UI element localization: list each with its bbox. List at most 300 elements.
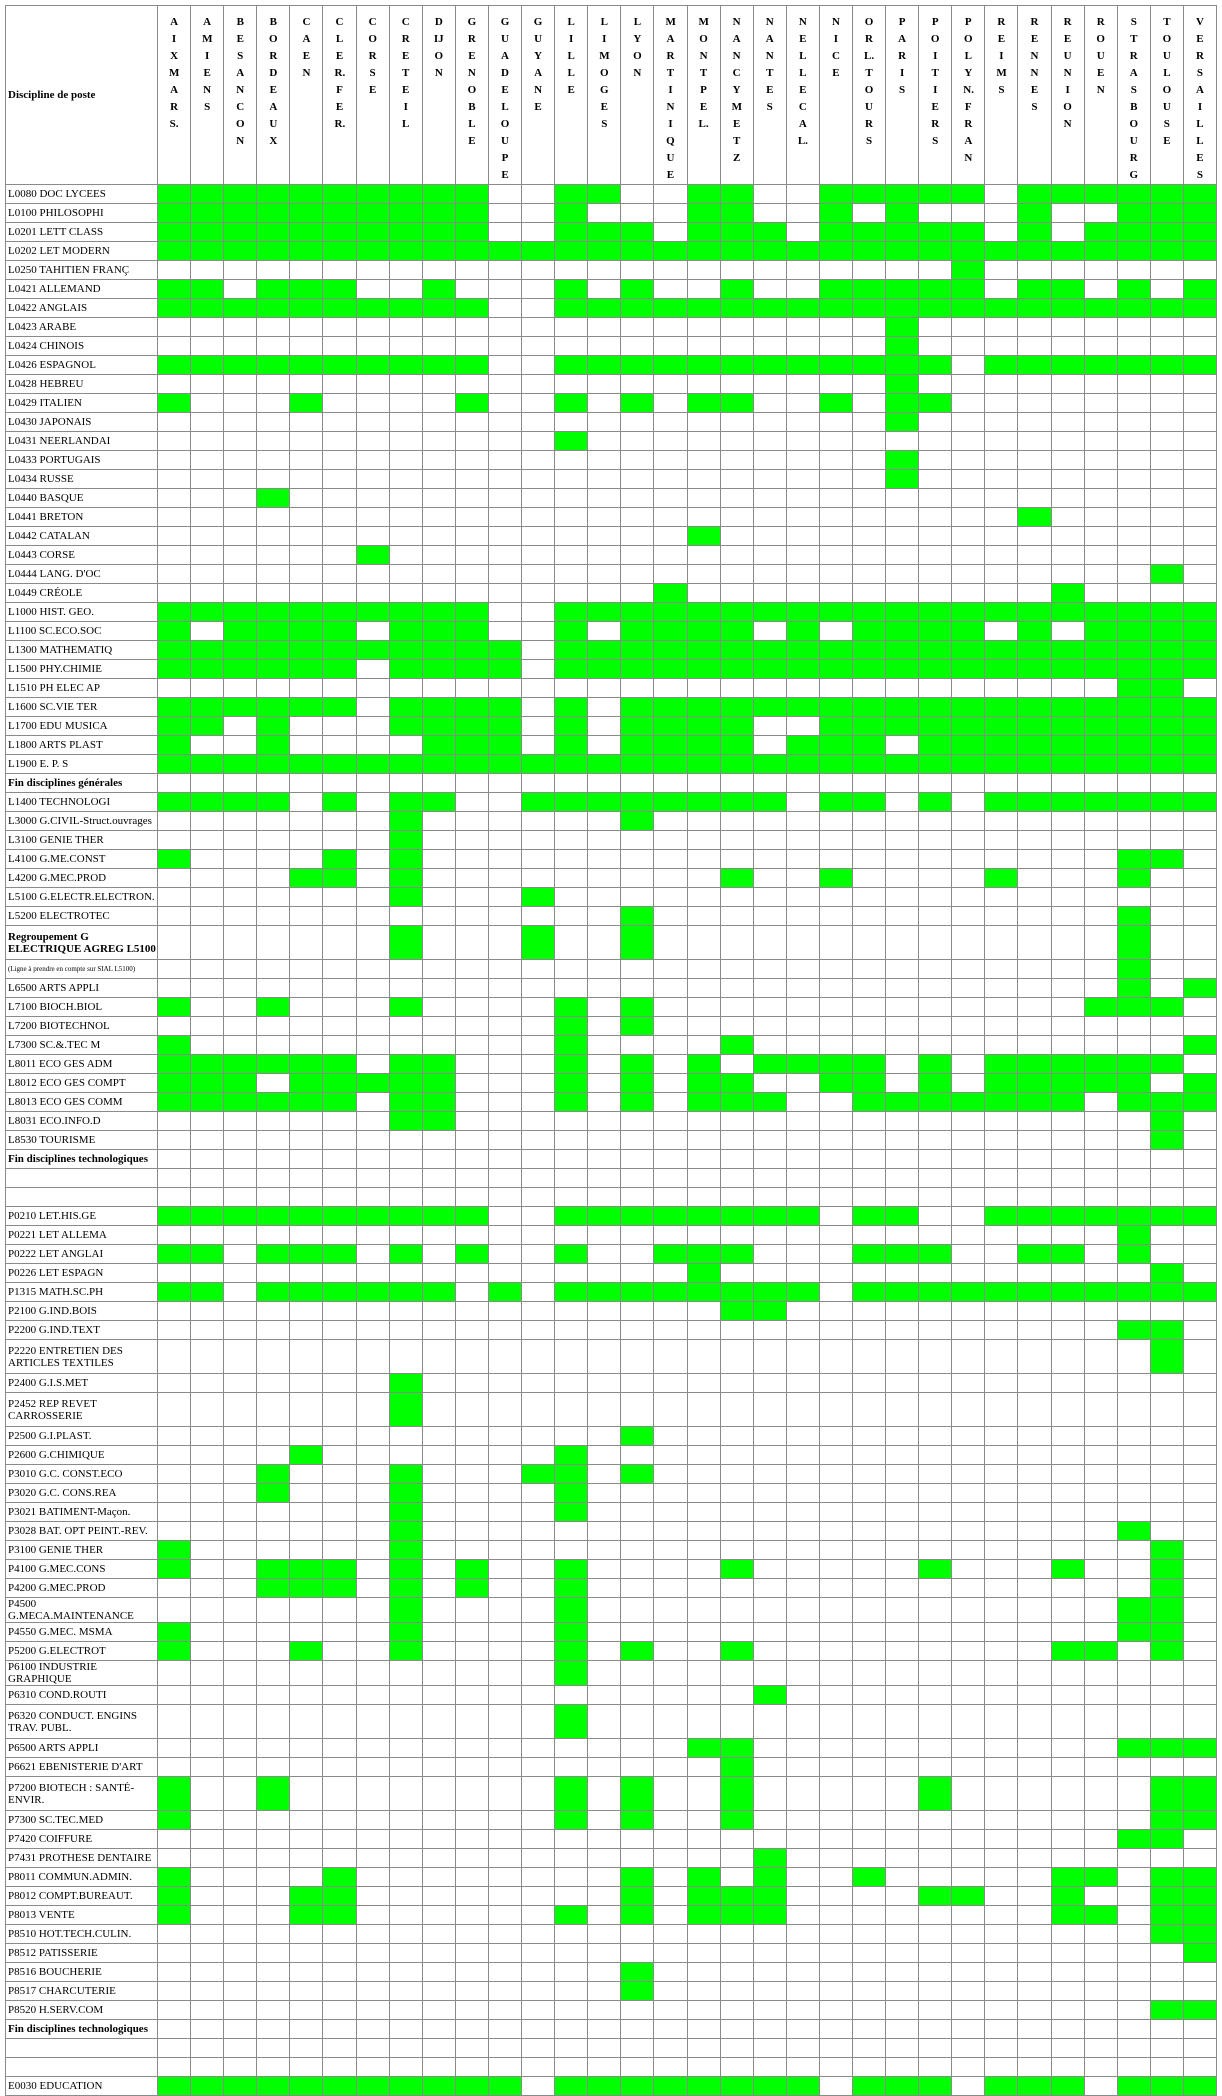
empty-cell — [257, 1074, 290, 1093]
academy-header-label: RENNES — [1030, 16, 1039, 113]
available-cell — [1183, 1868, 1216, 1887]
available-cell — [422, 755, 455, 774]
empty-cell — [1183, 1112, 1216, 1131]
empty-cell — [224, 318, 257, 337]
empty-cell — [522, 1188, 555, 1207]
empty-cell — [1084, 2039, 1117, 2058]
empty-cell — [852, 679, 885, 698]
empty-cell — [488, 356, 521, 375]
available-cell — [555, 1465, 588, 1484]
empty-cell — [422, 1393, 455, 1427]
empty-cell — [1084, 1093, 1117, 1112]
available-cell — [886, 622, 919, 641]
available-cell — [455, 1560, 488, 1579]
available-cell — [555, 1074, 588, 1093]
empty-cell — [1150, 1982, 1183, 2001]
empty-cell — [819, 2077, 852, 2096]
empty-cell — [1117, 1849, 1150, 1868]
empty-cell — [1084, 1226, 1117, 1245]
empty-cell — [1018, 907, 1051, 926]
available-cell — [588, 1283, 621, 1302]
empty-cell — [720, 1150, 753, 1169]
empty-cell — [687, 1963, 720, 1982]
empty-cell — [323, 1705, 356, 1739]
empty-cell — [1150, 1503, 1183, 1522]
discipline-label: L8031 ECO.INFO.D — [6, 1112, 158, 1131]
discipline-label: L0443 CORSE — [6, 546, 158, 565]
discipline-academy-table — [5, 5, 1217, 2092]
empty-cell — [985, 1522, 1018, 1541]
available-cell — [1150, 1093, 1183, 1112]
available-cell — [389, 831, 422, 850]
empty-cell — [1117, 1811, 1150, 1830]
empty-cell — [158, 1169, 191, 1188]
empty-cell — [191, 2020, 224, 2039]
empty-cell — [952, 1484, 985, 1503]
empty-cell — [985, 261, 1018, 280]
empty-cell — [654, 565, 687, 584]
empty-cell — [588, 1017, 621, 1036]
table-row — [6, 185, 1217, 204]
academy-header — [588, 6, 621, 185]
empty-cell — [224, 1150, 257, 1169]
available-cell — [257, 1777, 290, 1811]
empty-cell — [588, 1245, 621, 1264]
available-cell — [1084, 1906, 1117, 1925]
table-row — [6, 1264, 1217, 1283]
empty-cell — [952, 1623, 985, 1642]
empty-cell — [1018, 1811, 1051, 1830]
empty-cell — [952, 1446, 985, 1465]
empty-cell — [621, 1150, 654, 1169]
empty-cell — [985, 280, 1018, 299]
available-cell — [389, 660, 422, 679]
empty-cell — [654, 451, 687, 470]
available-cell — [1150, 1811, 1183, 1830]
available-cell — [191, 242, 224, 261]
empty-cell — [786, 489, 819, 508]
empty-cell — [1084, 1623, 1117, 1642]
empty-cell — [819, 1739, 852, 1758]
empty-cell — [158, 1188, 191, 1207]
empty-cell — [455, 998, 488, 1017]
empty-cell — [786, 717, 819, 736]
empty-cell — [852, 1374, 885, 1393]
discipline-label: L8012 ECO GES COMPT — [6, 1074, 158, 1093]
available-cell — [191, 280, 224, 299]
empty-cell — [1051, 1661, 1084, 1686]
empty-cell — [621, 831, 654, 850]
empty-cell — [753, 1264, 786, 1283]
table-row — [6, 584, 1217, 603]
empty-cell — [687, 1226, 720, 1245]
empty-cell — [819, 1811, 852, 1830]
empty-cell — [158, 1484, 191, 1503]
empty-cell — [720, 1112, 753, 1131]
available-cell — [1150, 1340, 1183, 1374]
empty-cell — [1051, 1705, 1084, 1739]
empty-cell — [886, 565, 919, 584]
available-cell — [654, 1207, 687, 1226]
empty-cell — [588, 1427, 621, 1446]
empty-cell — [191, 679, 224, 698]
available-cell — [588, 185, 621, 204]
empty-cell — [919, 489, 952, 508]
empty-cell — [522, 565, 555, 584]
empty-cell — [422, 1245, 455, 1264]
available-cell — [389, 1503, 422, 1522]
empty-cell — [852, 1169, 885, 1188]
empty-cell — [720, 812, 753, 831]
empty-cell — [654, 1598, 687, 1623]
empty-cell — [1018, 2020, 1051, 2039]
discipline-label: (Ligne à prendre en compte sur SIAL L5100) — [6, 960, 158, 979]
empty-cell — [522, 1686, 555, 1705]
empty-cell — [389, 451, 422, 470]
empty-cell — [488, 1777, 521, 1811]
empty-cell — [1150, 584, 1183, 603]
available-cell — [389, 998, 422, 1017]
empty-cell — [819, 1446, 852, 1465]
table-row — [6, 413, 1217, 432]
available-cell — [819, 1055, 852, 1074]
available-cell — [389, 1623, 422, 1642]
empty-cell — [1084, 1374, 1117, 1393]
empty-cell — [985, 1226, 1018, 1245]
available-cell — [886, 242, 919, 261]
empty-cell — [422, 850, 455, 869]
empty-cell — [356, 907, 389, 926]
empty-cell — [687, 1623, 720, 1642]
available-cell — [985, 717, 1018, 736]
available-cell — [422, 2077, 455, 2096]
available-cell — [323, 223, 356, 242]
empty-cell — [687, 1169, 720, 1188]
empty-cell — [1117, 1906, 1150, 1925]
empty-cell — [687, 1017, 720, 1036]
empty-cell — [1051, 1579, 1084, 1598]
empty-cell — [1018, 888, 1051, 907]
empty-cell — [753, 185, 786, 204]
empty-cell — [488, 1093, 521, 1112]
empty-cell — [720, 1541, 753, 1560]
empty-cell — [555, 2001, 588, 2020]
available-cell — [422, 1207, 455, 1226]
table-row — [6, 1093, 1217, 1112]
available-cell — [621, 793, 654, 812]
empty-cell — [1117, 1374, 1150, 1393]
available-cell — [720, 1642, 753, 1661]
empty-cell — [1051, 1427, 1084, 1446]
discipline-label: P7420 COIFFURE — [6, 1830, 158, 1849]
empty-cell — [720, 1131, 753, 1150]
empty-cell — [919, 831, 952, 850]
empty-cell — [919, 337, 952, 356]
empty-cell — [522, 1226, 555, 1245]
available-cell — [257, 603, 290, 622]
available-cell — [1117, 223, 1150, 242]
empty-cell — [654, 1503, 687, 1522]
empty-cell — [455, 1686, 488, 1705]
empty-cell — [1150, 888, 1183, 907]
empty-cell — [985, 812, 1018, 831]
empty-cell — [455, 1283, 488, 1302]
empty-cell — [588, 717, 621, 736]
empty-cell — [852, 2001, 885, 2020]
empty-cell — [422, 1169, 455, 1188]
table-row — [6, 489, 1217, 508]
empty-cell — [389, 1150, 422, 1169]
empty-cell — [389, 960, 422, 979]
empty-cell — [290, 1036, 323, 1055]
available-cell — [753, 1887, 786, 1906]
empty-cell — [1018, 1112, 1051, 1131]
available-cell — [1051, 717, 1084, 736]
empty-cell — [1051, 1112, 1084, 1131]
empty-cell — [158, 1849, 191, 1868]
available-cell — [224, 242, 257, 261]
empty-cell — [356, 1131, 389, 1150]
available-cell — [687, 394, 720, 413]
empty-cell — [786, 280, 819, 299]
empty-cell — [1084, 960, 1117, 979]
empty-cell — [852, 546, 885, 565]
table-row — [6, 1484, 1217, 1503]
empty-cell — [389, 1302, 422, 1321]
empty-cell — [422, 1541, 455, 1560]
empty-cell — [356, 1686, 389, 1705]
empty-cell — [389, 565, 422, 584]
empty-cell — [1150, 1484, 1183, 1503]
empty-cell — [952, 1302, 985, 1321]
empty-cell — [720, 1321, 753, 1340]
discipline-label: P3021 BATIMENT-Maçon. — [6, 1503, 158, 1522]
empty-cell — [290, 1686, 323, 1705]
academy-header-label: CRETEIL — [401, 16, 410, 130]
empty-cell — [356, 1963, 389, 1982]
available-cell — [621, 242, 654, 261]
available-cell — [455, 641, 488, 660]
empty-cell — [389, 979, 422, 998]
empty-cell — [919, 1340, 952, 1374]
empty-cell — [687, 1302, 720, 1321]
empty-cell — [886, 850, 919, 869]
empty-cell — [985, 470, 1018, 489]
table-row — [6, 641, 1217, 660]
empty-cell — [886, 1777, 919, 1811]
empty-cell — [886, 1963, 919, 1982]
empty-cell — [1117, 1484, 1150, 1503]
available-cell — [786, 1207, 819, 1226]
discipline-label: P2100 G.IND.BOIS — [6, 1302, 158, 1321]
table-row — [6, 318, 1217, 337]
available-cell — [1084, 1074, 1117, 1093]
empty-cell — [323, 2001, 356, 2020]
empty-cell — [488, 1541, 521, 1560]
empty-cell — [224, 1758, 257, 1777]
empty-cell — [422, 1560, 455, 1579]
empty-cell — [290, 1661, 323, 1686]
empty-cell — [224, 1283, 257, 1302]
available-cell — [1117, 242, 1150, 261]
empty-cell — [588, 926, 621, 960]
empty-cell — [158, 1226, 191, 1245]
empty-cell — [1084, 432, 1117, 451]
empty-cell — [1183, 960, 1216, 979]
empty-cell — [753, 998, 786, 1017]
empty-cell — [1084, 979, 1117, 998]
discipline-label: L0433 PORTUGAIS — [6, 451, 158, 470]
empty-cell — [852, 1465, 885, 1484]
empty-cell — [290, 1131, 323, 1150]
empty-cell — [224, 1112, 257, 1131]
empty-cell — [952, 1541, 985, 1560]
empty-cell — [257, 1393, 290, 1427]
empty-cell — [621, 1393, 654, 1427]
empty-cell — [455, 1849, 488, 1868]
empty-cell — [522, 831, 555, 850]
empty-cell — [753, 2039, 786, 2058]
discipline-label: L3000 G.CIVIL-Struct.ouvrages — [6, 812, 158, 831]
empty-cell — [323, 1374, 356, 1393]
empty-cell — [1051, 1598, 1084, 1623]
empty-cell — [985, 1321, 1018, 1340]
empty-cell — [1117, 1393, 1150, 1427]
empty-cell — [886, 1686, 919, 1705]
empty-cell — [1183, 1661, 1216, 1686]
empty-cell — [687, 280, 720, 299]
table-row — [6, 432, 1217, 451]
empty-cell — [919, 1131, 952, 1150]
empty-cell — [1150, 1465, 1183, 1484]
empty-cell — [654, 1686, 687, 1705]
empty-cell — [886, 1302, 919, 1321]
empty-cell — [455, 1340, 488, 1374]
empty-cell — [422, 869, 455, 888]
empty-cell — [852, 1522, 885, 1541]
empty-cell — [1084, 1661, 1117, 1686]
available-cell — [1117, 1830, 1150, 1849]
empty-cell — [886, 2039, 919, 2058]
empty-cell — [1051, 1963, 1084, 1982]
available-cell — [621, 1887, 654, 1906]
empty-cell — [323, 2020, 356, 2039]
empty-cell — [290, 1017, 323, 1036]
empty-cell — [1150, 831, 1183, 850]
table-row — [6, 1340, 1217, 1374]
available-cell — [323, 1074, 356, 1093]
available-cell — [1084, 1642, 1117, 1661]
available-cell — [1183, 1283, 1216, 1302]
empty-cell — [455, 1598, 488, 1623]
empty-cell — [786, 223, 819, 242]
available-cell — [720, 242, 753, 261]
available-cell — [654, 299, 687, 318]
discipline-label: P6100 INDUSTRIE GRAPHIQUE — [6, 1661, 158, 1686]
available-cell — [389, 1112, 422, 1131]
empty-cell — [455, 679, 488, 698]
available-cell — [422, 280, 455, 299]
empty-cell — [985, 622, 1018, 641]
available-cell — [555, 1661, 588, 1686]
empty-cell — [1084, 1393, 1117, 1427]
empty-cell — [422, 1017, 455, 1036]
available-cell — [323, 622, 356, 641]
empty-cell — [158, 375, 191, 394]
discipline-label: L0100 PHILOSOPHI — [6, 204, 158, 223]
available-cell — [1117, 185, 1150, 204]
empty-cell — [323, 432, 356, 451]
empty-cell — [985, 1302, 1018, 1321]
empty-cell — [356, 337, 389, 356]
empty-cell — [257, 2039, 290, 2058]
empty-cell — [1117, 1661, 1150, 1686]
empty-cell — [191, 1623, 224, 1642]
empty-cell — [389, 1849, 422, 1868]
empty-cell — [819, 1302, 852, 1321]
empty-cell — [488, 546, 521, 565]
empty-cell — [852, 774, 885, 793]
empty-cell — [389, 1131, 422, 1150]
empty-cell — [158, 1686, 191, 1705]
available-cell — [555, 622, 588, 641]
empty-cell — [488, 185, 521, 204]
available-cell — [985, 1074, 1018, 1093]
empty-cell — [786, 1906, 819, 1925]
table-row — [6, 1758, 1217, 1777]
empty-cell — [356, 394, 389, 413]
empty-cell — [819, 1925, 852, 1944]
empty-cell — [356, 565, 389, 584]
academy-header — [158, 6, 191, 185]
empty-cell — [389, 546, 422, 565]
empty-cell — [158, 1963, 191, 1982]
empty-cell — [654, 2001, 687, 2020]
empty-cell — [290, 1777, 323, 1811]
empty-cell — [919, 869, 952, 888]
available-cell — [1084, 755, 1117, 774]
available-cell — [1117, 1321, 1150, 1340]
empty-cell — [588, 1321, 621, 1340]
empty-cell — [654, 1944, 687, 1963]
academy-header-label: AIX MARS. — [169, 16, 180, 130]
empty-cell — [257, 1112, 290, 1131]
empty-cell — [886, 1758, 919, 1777]
available-cell — [389, 242, 422, 261]
available-cell — [323, 299, 356, 318]
empty-cell — [356, 2058, 389, 2077]
empty-cell — [985, 1503, 1018, 1522]
empty-cell — [753, 204, 786, 223]
empty-cell — [852, 375, 885, 394]
empty-cell — [654, 1579, 687, 1598]
available-cell — [753, 1868, 786, 1887]
empty-cell — [1183, 508, 1216, 527]
available-cell — [1051, 2077, 1084, 2096]
empty-cell — [389, 1264, 422, 1283]
empty-cell — [455, 1055, 488, 1074]
empty-cell — [158, 1598, 191, 1623]
available-cell — [1051, 1055, 1084, 1074]
discipline-label: E0030 EDUCATION — [6, 2077, 158, 2096]
empty-cell — [488, 337, 521, 356]
empty-cell — [455, 907, 488, 926]
available-cell — [886, 717, 919, 736]
available-cell — [687, 299, 720, 318]
available-cell — [720, 1093, 753, 1112]
discipline-label: P3010 G.C. CONST.ECO — [6, 1465, 158, 1484]
empty-cell — [224, 1321, 257, 1340]
